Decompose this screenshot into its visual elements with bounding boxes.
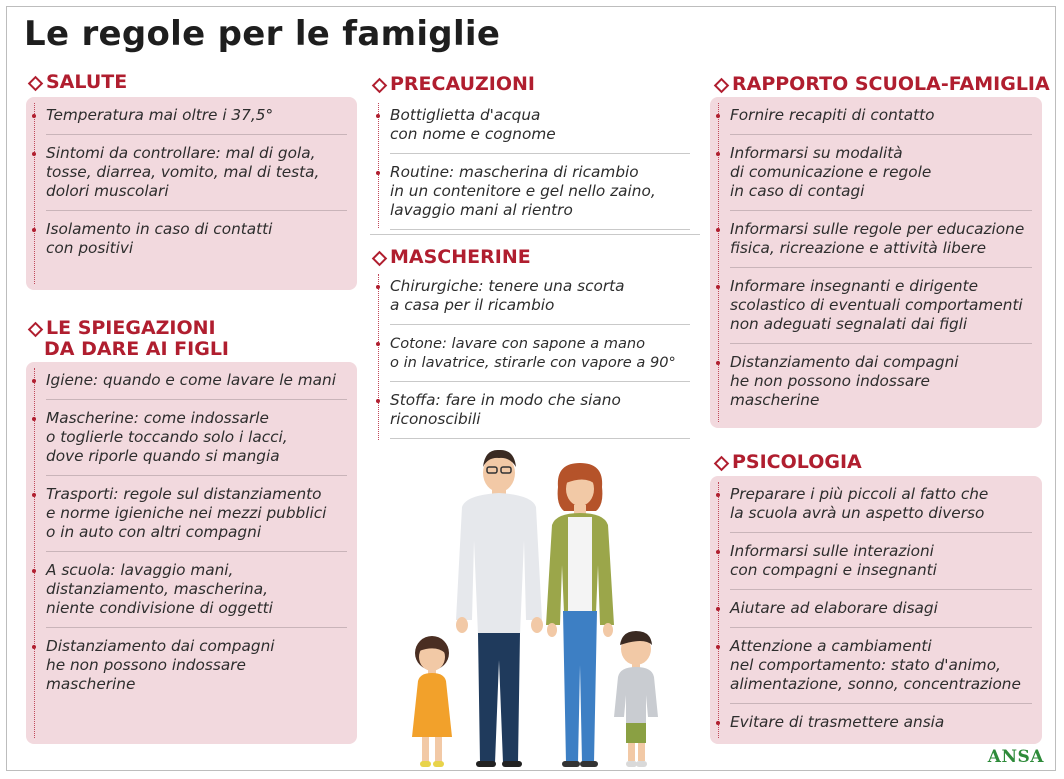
psicologia-item: Evitare di trasmettere ansia [730,704,1032,741]
precauzioni-item: Routine: mascherina di ricambio in un contenitore e gel nello zaino, lavaggio mani al rientro [390,154,690,230]
precauzioni-item: Bottiglietta d'acqua con nome e cognome [390,97,690,154]
section-heading-precauzioni: PRECAUZIONI [372,74,535,95]
page-title: Le regole per le famiglie [24,14,501,54]
boy-figure [614,631,658,767]
rapporto-item: Distanziamento dai compagni he non possono indossare mascherine [730,344,1032,419]
salute-box [26,97,357,290]
spiegazioni-item: Igiene: quando e come lavare le mani [46,362,347,400]
ansa-logo: ANSA [987,747,1044,767]
salute-item: Temperatura mai oltre i 37,5° [46,97,347,135]
diamond-icon [28,76,44,92]
mascherine-item: Chirurgiche: tenere una scorta a casa per il ricambio [390,268,690,325]
precauzioni-box [370,97,700,234]
girl-figure [412,636,452,767]
mascherine-box [370,268,700,446]
diamond-icon [372,251,388,267]
rapporto-box [710,97,1042,428]
diamond-icon [28,322,44,338]
diamond-icon [714,78,730,94]
rapporto-item: Informare insegnanti e dirigente scolastico di eventuali comportamenti non adeguati segnalati dai figli [730,268,1032,344]
section-heading-spiegazioni: LE SPIEGAZIONI DA DARE AI FIGLI [28,318,229,360]
rapporto-item: Fornire recapiti di contatto [730,97,1032,135]
diamond-icon [372,78,388,94]
section-heading-mascherine: MASCHERINE [372,247,531,268]
salute-item: Sintomi da controllare: mal di gola, tosse, diarrea, vomito, mal di testa, dolori muscolari [46,135,347,211]
psicologia-item: Preparare i più piccoli al fatto che la scuola avrà un aspetto diverso [730,476,1032,533]
spiegazioni-item: Distanziamento dai compagni he non possono indossare mascherine [46,628,347,703]
psicologia-item: Aiutare ad elaborare disagi [730,590,1032,628]
psicologia-box [710,476,1042,744]
section-heading-salute: SALUTE [28,72,127,93]
spiegazioni-item: Trasporti: regole sul distanziamento e norme igieniche nei mezzi pubblici o in auto con altri compagni [46,476,347,552]
rapporto-item: Informarsi sulle regole per educazione fisica, ricreazione e attività libere [730,211,1032,268]
spiegazioni-item: Mascherine: come indossarle o toglierle toccando solo i lacci, dove riporle quando si mangia [46,400,347,476]
mascherine-item: Cotone: lavare con sapone a mano o in lavatrice, stirarle con vapore a 90° [390,325,690,382]
mother-figure [546,463,614,767]
mascherine-item: Stoffa: fare in modo che siano riconoscibili [390,382,690,439]
psicologia-item: Attenzione a cambiamenti nel comportamento: stato d'animo, alimentazione, sonno, concentrazione [730,628,1032,704]
family-illustration [400,445,670,775]
divider [370,234,700,235]
diamond-icon [714,456,730,472]
spiegazioni-item: A scuola: lavaggio mani, distanziamento, mascherina, niente condivisione di oggetti [46,552,347,628]
spiegazioni-box [26,362,357,744]
section-heading-psicologia: PSICOLOGIA [714,452,862,473]
rapporto-item: Informarsi su modalità di comunicazione e regole in caso di contagi [730,135,1032,211]
salute-item: Isolamento in caso di contatti con positivi [46,211,347,267]
psicologia-item: Informarsi sulle interazioni con compagni e insegnanti [730,533,1032,590]
father-figure [456,450,543,767]
section-heading-rapporto: RAPPORTO SCUOLA-FAMIGLIA [714,74,1050,95]
